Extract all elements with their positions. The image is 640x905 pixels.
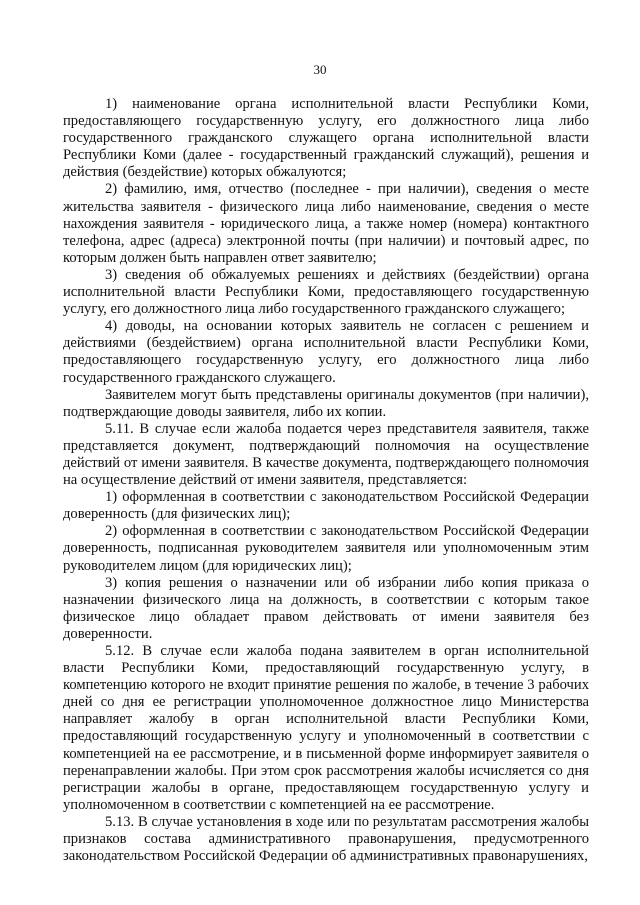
paragraph-5-11-item-3: 3) копия решения о назначении или об избрании либо копия приказа о назначении физического лица на должность, в соответствии с которым такое физическое лицо обладает правом действовать от имени заявителя без доверенности. <box>63 574 589 642</box>
paragraph-5-11-item-2: 2) оформленная в соответствии с законодательством Российской Федерации доверенность, подписанная руководителем заявителя или уполномоченным этим руководителем лицом (для юридических лиц); <box>63 523 589 574</box>
paragraph-section-5-12: 5.12. В случае если жалоба подана заявителем в орган исполнительной власти Республики Коми, предоставляющий государственную услугу, в компетенцию которого не входит принятие решения по жалобе, в течение 3 рабочих дней со дня ее регистрации уполномоченное должностное лицо Министерства направляет жалобу в орган исполнительной власти Республики Коми, предоставляющий государственную услугу и уполномоченный в соответствии с компетенцией на ее рассмотрение, и в письменной форме информирует заявителя о перенаправлении жалобы. При этом срок рассмотрения жалобы исчисляется со дня регистрации жалобы в органе, предоставляющем государственную услугу и уполномоченном в соответствии с компетенцией на ее рассмотрение. <box>63 643 589 813</box>
paragraph-section-5-11: 5.11. В случае если жалоба подается через представителя заявителя, также представляется документ, подтверждающий полномочия на осуществление действий от имени заявителя. В качестве документа, подтверждающего полномочия на осуществление действий от имени заявителя, представляется: <box>63 420 589 489</box>
paragraph-item-1: 1) наименование органа исполнительной власти Республики Коми, предоставляющего государственную услугу, его должностного лица либо государственного гражданского служащего органа исполнительной власти Республики Коми (далее - государственный гражданский служащий), решения и действия (бездействие) которых обжалуются; <box>63 96 589 181</box>
paragraph-section-5-13: 5.13. В случае установления в ходе или по результатам рассмотрения жалобы признаков состава административного правонарушения, предусмотренного законодательством Российской Федерации об административных правонарушениях, <box>63 813 589 865</box>
document-body <box>63 96 589 865</box>
paragraph-item-4: 4) доводы, на основании которых заявитель не согласен с решением и действиями (бездействием) органа исполнительной власти Республики Коми, предоставляющего государственную услугу, его должностного лица либо государственного гражданского служащего. <box>63 318 589 386</box>
paragraph-item-2: 2) фамилию, имя, отчество (последнее - при наличии), сведения о месте жительства заявителя - физического лица либо наименование, сведения о месте нахождения заявителя - юридического лица, а также номер (номера) контактного телефона, адрес (адреса) электронной почты (при наличии) и почтовый адрес, по которым должен быть направлен ответ заявителю; <box>63 181 589 266</box>
paragraph-originals: Заявителем могут быть представлены оригиналы документов (при наличии), подтверждающие доводы заявителя, либо их копии. <box>63 386 589 420</box>
paragraph-item-3: 3) сведения об обжалуемых решениях и действиях (бездействии) органа исполнительной власти Республики Коми, предоставляющего государственную услугу, его должностного лица либо государственного гражданского служащего; <box>63 266 589 318</box>
paragraph-5-11-item-1: 1) оформленная в соответствии с законодательством Российской Федерации доверенность (для физических лиц); <box>63 489 589 523</box>
page-number: 30 <box>313 62 327 77</box>
